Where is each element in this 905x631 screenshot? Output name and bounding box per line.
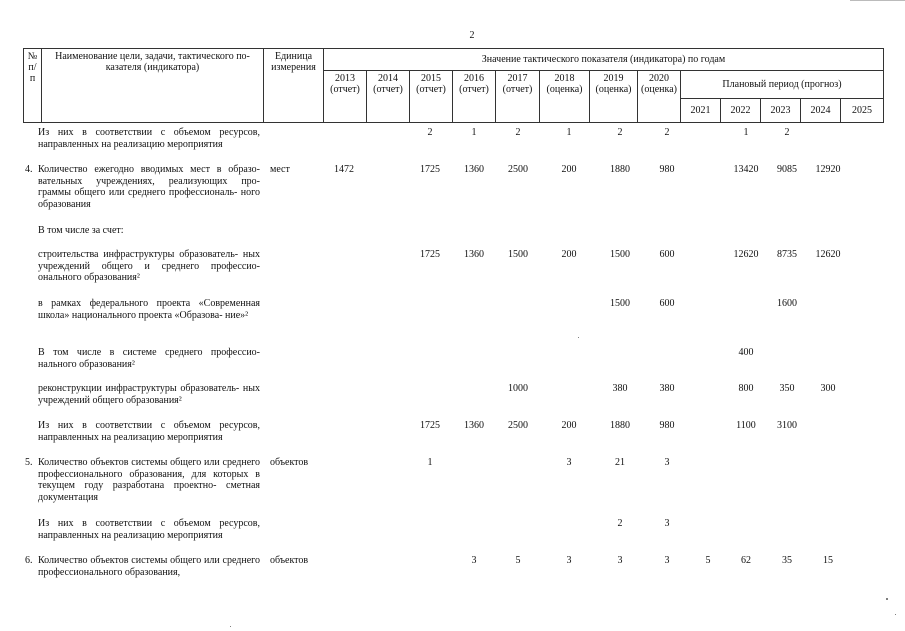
row-name: В том числе за счет: <box>38 225 124 236</box>
value-cell: 5 <box>515 555 521 566</box>
page-number: 2 <box>469 30 475 41</box>
value-cell: 3 <box>664 518 670 529</box>
top-edge-line <box>850 0 905 1</box>
row-unit: мест <box>270 164 290 175</box>
value-cell: 2 <box>617 127 623 138</box>
value-cell: 62 <box>741 555 751 566</box>
header-year-cell: 2017 (отчет) <box>496 71 540 123</box>
value-cell: 380 <box>659 383 675 394</box>
header-plan-year: 2024 <box>801 99 841 123</box>
value-cell: 2500 <box>508 164 528 175</box>
row-number: 6. <box>25 555 33 566</box>
value-cell: 13420 <box>733 164 759 175</box>
header-year-cell: 2015 (отчет) <box>410 71 453 123</box>
header-plan-year: 2022 <box>721 99 761 123</box>
value-cell: 1000 <box>508 383 528 394</box>
header-table <box>23 48 884 123</box>
value-cell: 3 <box>566 555 572 566</box>
value-cell: 2 <box>664 127 670 138</box>
header-plan-year: 2023 <box>761 99 801 123</box>
row-name: в рамках федерального проекта «Современная школа» национального проекта «Образова- ние»² <box>38 298 260 321</box>
header-year-cell: 2013 (отчет) <box>324 71 367 123</box>
value-cell: 600 <box>659 298 675 309</box>
header-name: Наименование цели, задачи, тактического по- казателя (индикатора) <box>42 49 264 123</box>
row-name: Количество объектов системы общего или среднего профессионального образования, для которых в текущем году разработана проектно- сметная документация <box>38 457 260 503</box>
scan-speck <box>230 626 231 627</box>
value-cell: 980 <box>659 420 675 431</box>
value-cell: 1725 <box>420 164 440 175</box>
value-cell: 380 <box>612 383 628 394</box>
value-cell: 35 <box>782 555 792 566</box>
header-num: № п/п <box>24 49 42 123</box>
value-cell: 1360 <box>464 249 484 260</box>
value-cell: 2 <box>784 127 790 138</box>
value-cell: 12620 <box>815 249 841 260</box>
row-name: Из них в соответствии с объемом ресурсов, направленных на реализацию мероприятия <box>38 127 260 150</box>
header-plan-year: 2021 <box>681 99 721 123</box>
row-name: Количество ежегодно вводимых мест в образо- вательных учреждениях, реализующих про- граммы общего или среднего профессиональ- ного образования <box>38 164 260 210</box>
value-cell: 800 <box>738 383 754 394</box>
scan-speck <box>886 598 888 600</box>
value-cell: 3 <box>471 555 477 566</box>
value-cell: 200 <box>561 249 577 260</box>
value-cell: 1880 <box>610 420 630 431</box>
value-cell: 1360 <box>464 420 484 431</box>
value-cell: 5 <box>705 555 711 566</box>
value-cell: 3100 <box>777 420 797 431</box>
value-cell: 1 <box>743 127 749 138</box>
value-cell: 2500 <box>508 420 528 431</box>
value-cell: 200 <box>561 420 577 431</box>
row-unit: объектов <box>270 457 309 468</box>
row-name: Из них в соответствии с объемом ресурсов, направленных на реализацию мероприятия <box>38 518 260 541</box>
value-cell: 1 <box>566 127 572 138</box>
value-cell: 9085 <box>777 164 797 175</box>
value-cell: 600 <box>659 249 675 260</box>
value-cell: 200 <box>561 164 577 175</box>
header-year-cell: 2018 (оценка) <box>540 71 590 123</box>
row-number: 4. <box>25 164 33 175</box>
value-cell: 1360 <box>464 164 484 175</box>
value-cell: 300 <box>820 383 836 394</box>
value-cell: 3 <box>617 555 623 566</box>
value-cell: 1725 <box>420 420 440 431</box>
value-cell: 12920 <box>815 164 841 175</box>
value-cell: 2 <box>515 127 521 138</box>
header-planned: Плановый период (прогноз) <box>681 71 884 99</box>
header-group: Значение тактического показателя (индикатора) по годам <box>324 49 884 71</box>
value-cell: 1500 <box>610 298 630 309</box>
row-name: реконструкции инфраструктуры образователь- ных учреждений общего образования² <box>38 383 260 406</box>
value-cell: 1 <box>427 457 433 468</box>
value-cell: 8735 <box>777 249 797 260</box>
value-cell: 1725 <box>420 249 440 260</box>
value-cell: 1500 <box>610 249 630 260</box>
value-cell: 1 <box>471 127 477 138</box>
value-cell: 2 <box>617 518 623 529</box>
value-cell: 3 <box>566 457 572 468</box>
value-cell: 2 <box>427 127 433 138</box>
value-cell: 3 <box>664 555 670 566</box>
value-cell: 1100 <box>736 420 756 431</box>
header-unit: Единица измерения <box>264 49 324 123</box>
header-year-cell: 2020 (оценка) <box>638 71 681 123</box>
value-cell: 980 <box>659 164 675 175</box>
scan-speck <box>578 337 579 338</box>
value-cell: 400 <box>738 347 754 358</box>
row-number: 5. <box>25 457 33 468</box>
row-name: строительства инфраструктуры образователь- ных учреждений общего и среднего профессио- онального образования² <box>38 249 260 283</box>
header-year-cell: 2019 (оценка) <box>590 71 638 123</box>
header-plan-year: 2025 <box>841 99 884 123</box>
row-name: В том числе в системе среднего профессио- нального образования² <box>38 347 260 370</box>
value-cell: 1500 <box>508 249 528 260</box>
row-name: Количество объектов системы общего или среднего профессионального образования, <box>38 555 260 578</box>
value-cell: 21 <box>615 457 625 468</box>
value-cell: 3 <box>664 457 670 468</box>
value-cell: 1880 <box>610 164 630 175</box>
value-cell: 1600 <box>777 298 797 309</box>
value-cell: 1472 <box>334 164 354 175</box>
scan-speck <box>895 614 896 615</box>
row-name: Из них в соответствии с объемом ресурсов, направленных на реализацию мероприятия <box>38 420 260 443</box>
header-year-cell: 2016 (отчет) <box>453 71 496 123</box>
header-year-cell: 2014 (отчет) <box>367 71 410 123</box>
value-cell: 15 <box>823 555 833 566</box>
value-cell: 12620 <box>733 249 759 260</box>
value-cell: 350 <box>779 383 795 394</box>
row-unit: объектов <box>270 555 309 566</box>
